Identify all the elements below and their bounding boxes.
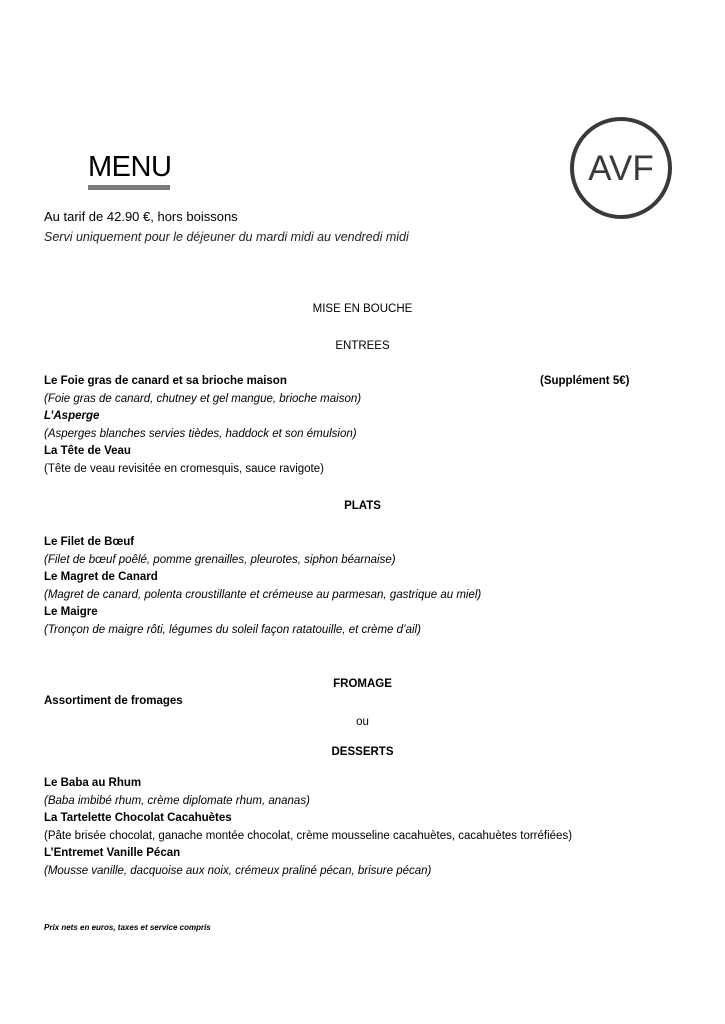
entree-supplement: (Supplément 5€) xyxy=(540,375,630,387)
fromage-name: Assortiment de fromages xyxy=(44,695,183,707)
menu-price: Au tarif de 42.90 €, hors boissons xyxy=(44,209,238,224)
section-plats: PLATS xyxy=(344,500,381,512)
plat-name: Le Filet de Bœuf xyxy=(44,536,135,548)
entree-name: L’Asperge xyxy=(44,410,100,422)
dessert-desc: (Mousse vanille, dacquoise aux noix, crémeux praliné pécan, brisure pécan) xyxy=(44,865,432,877)
menu-served-note: Servi uniquement pour le déjeuner du mardi midi au vendredi midi xyxy=(44,230,409,244)
plat-desc: (Tronçon de maigre rôti, légumes du soleil façon ratatouille, et crème d’ail) xyxy=(44,624,421,636)
section-desserts: DESSERTS xyxy=(331,746,394,758)
entree-desc: (Asperges blanches servies tièdes, haddock et son émulsion) xyxy=(44,428,357,440)
entree-name: La Tête de Veau xyxy=(44,445,131,457)
section-mise-en-bouche: MISE EN BOUCHE xyxy=(312,303,413,315)
dessert-desc: (Pâte brisée chocolat, ganache montée chocolat, crème mousseline cacahuètes, cacahuètes torréfiées) xyxy=(44,830,573,842)
section-entrees: ENTREES xyxy=(335,340,390,352)
entree-desc: (Tête de veau revisitée en cromesquis, sauce ravigote) xyxy=(44,463,324,475)
dessert-name: La Tartelette Chocolat Cacahuètes xyxy=(44,812,232,824)
entree-name: Le Foie gras de canard et sa brioche maison xyxy=(44,375,287,387)
plat-desc: (Magret de canard, polenta croustillante et crémeuse au parmesan, gastrique au miel) xyxy=(44,589,482,601)
avf-logo xyxy=(570,117,672,219)
plat-name: Le Magret de Canard xyxy=(44,571,158,583)
plat-name: Le Maigre xyxy=(44,606,98,618)
or-separator: ou xyxy=(356,716,369,728)
dessert-desc: (Baba imbibé rhum, crème diplomate rhum, ananas) xyxy=(44,795,310,807)
dessert-name: Le Baba au Rhum xyxy=(44,777,142,789)
menu-title: MENU xyxy=(88,151,172,183)
price-footnote: Prix nets en euros, taxes et service compris xyxy=(44,923,211,932)
plat-desc: (Filet de bœuf poêlé, pomme grenailles, pleurotes, siphon béarnaise) xyxy=(44,554,396,566)
section-fromage: FROMAGE xyxy=(333,678,392,690)
dessert-name: L’Entremet Vanille Pécan xyxy=(44,847,181,859)
title-underline xyxy=(88,185,170,190)
logo-text: AVF xyxy=(588,148,654,188)
entree-desc: (Foie gras de canard, chutney et gel mangue, brioche maison) xyxy=(44,393,362,405)
